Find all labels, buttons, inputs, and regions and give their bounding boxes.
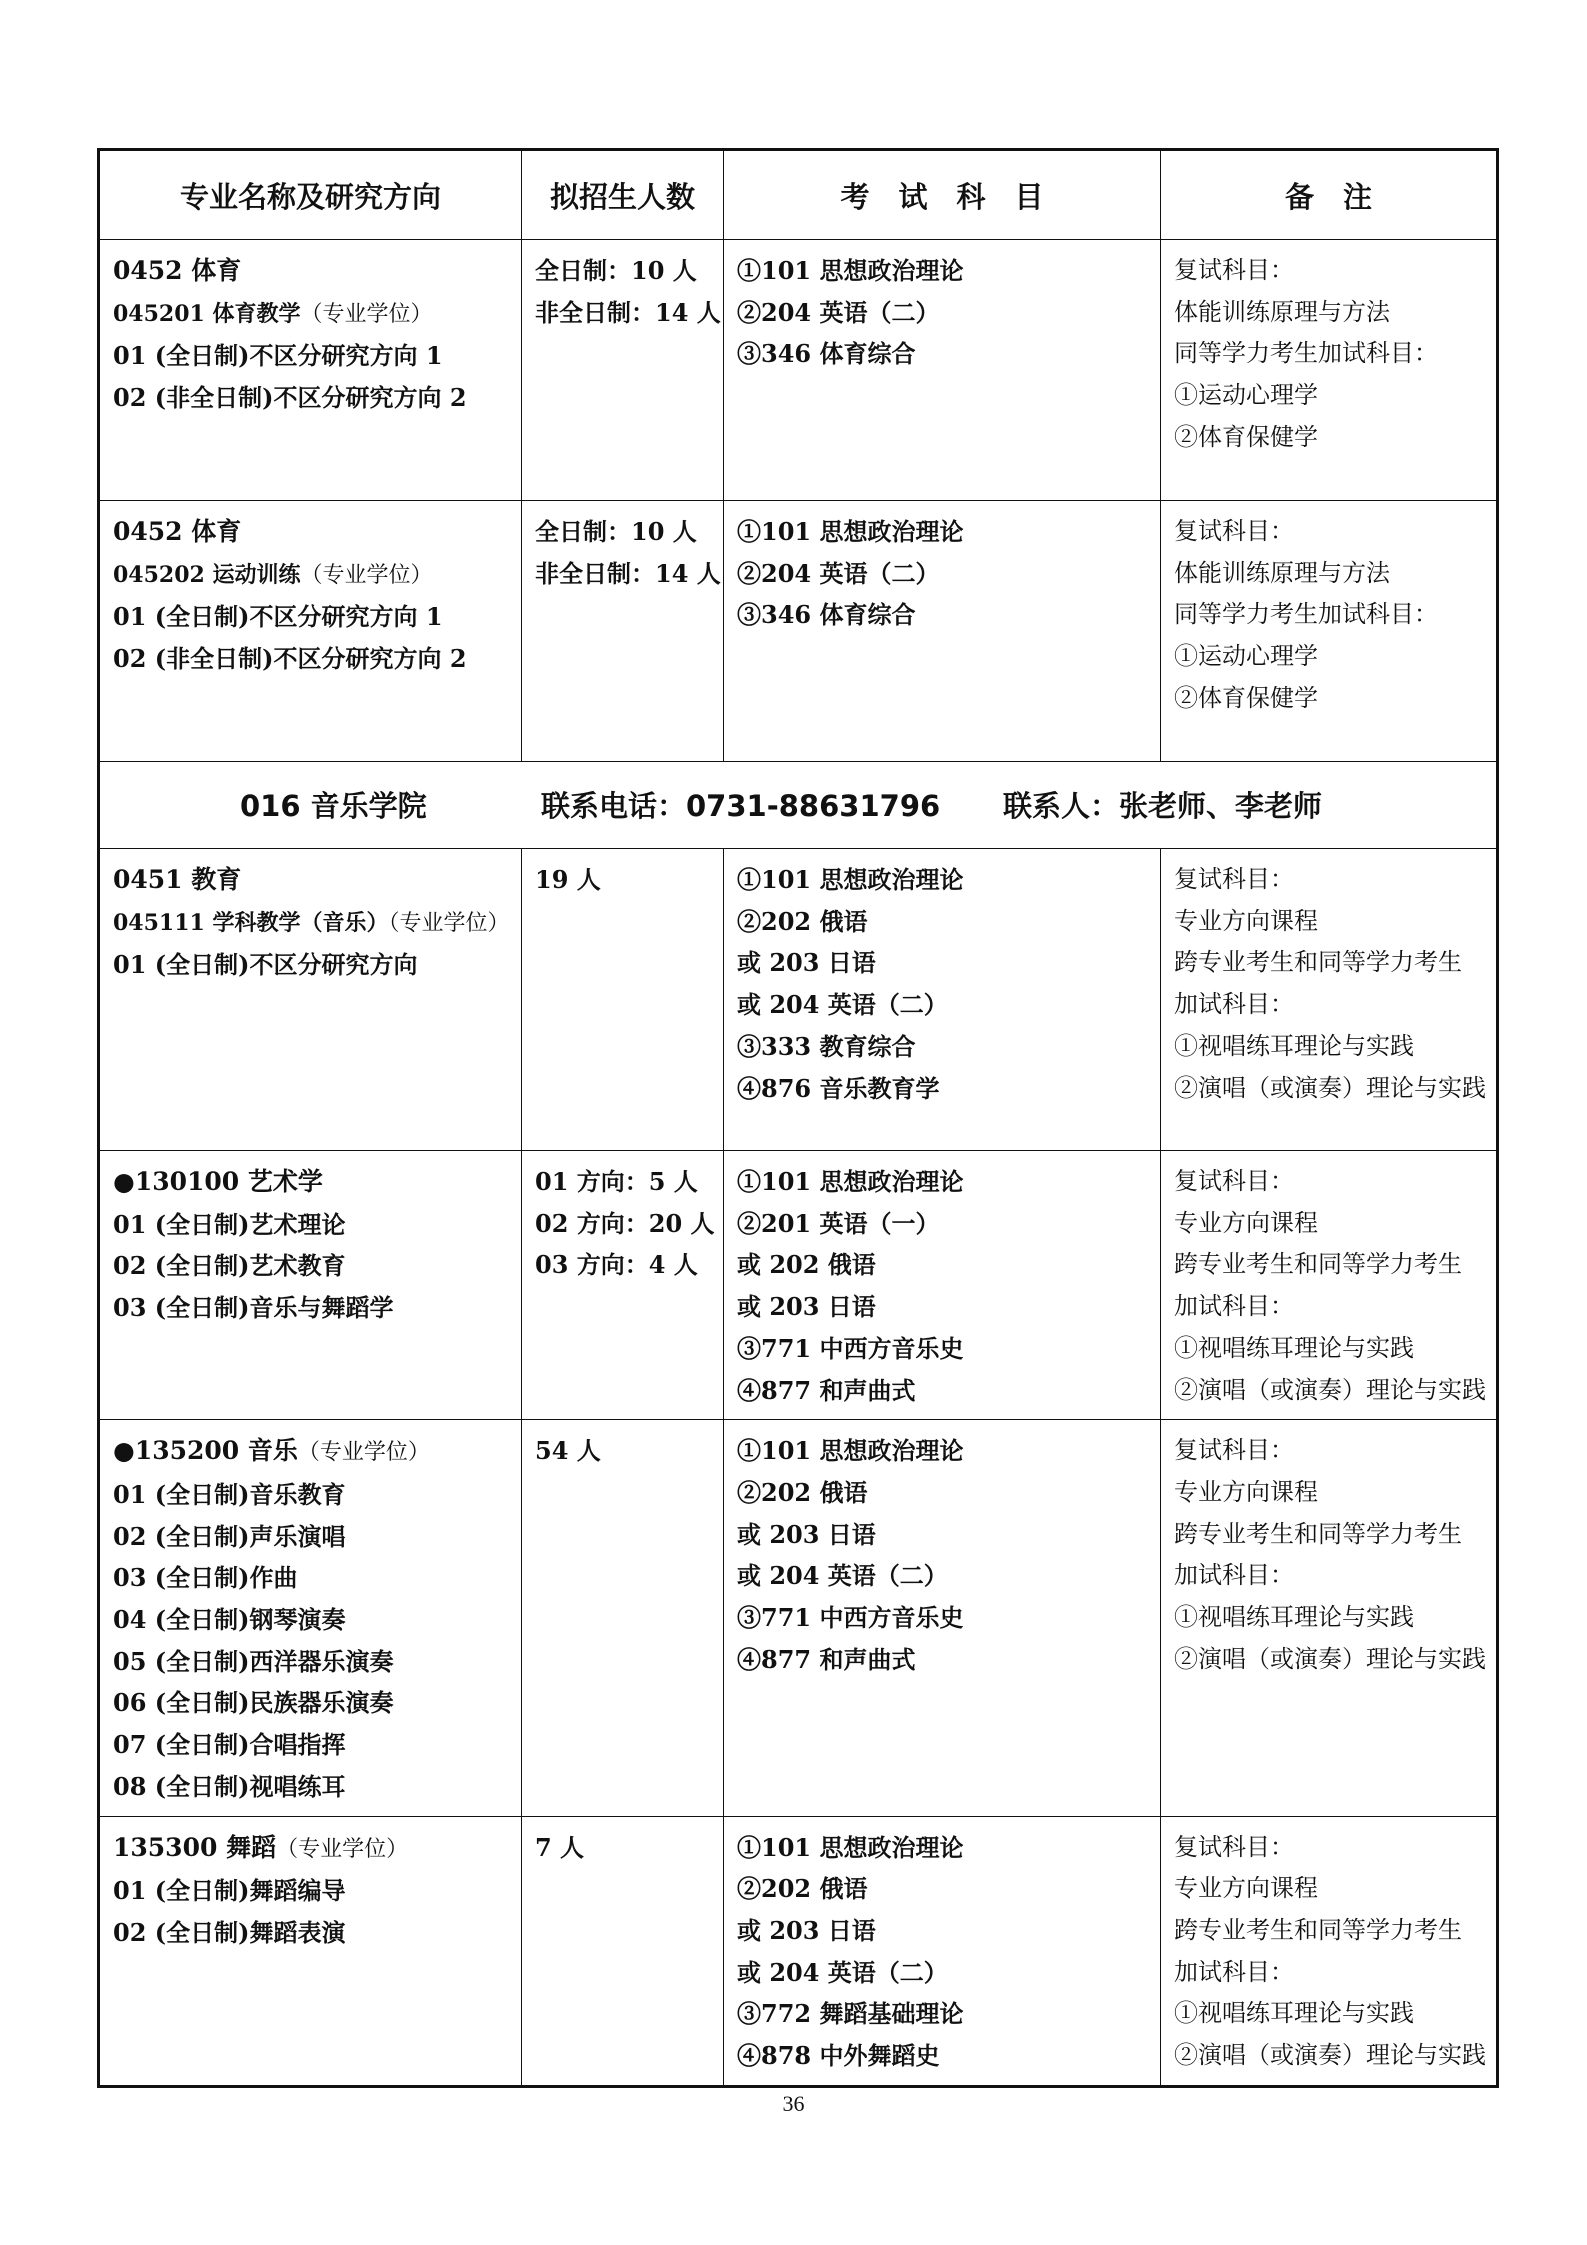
pe-section (99, 240, 1498, 762)
exam-subject: ③346 体育综合 (737, 339, 916, 369)
note-item: ①视唱练耳理论与实践 (1174, 1031, 1414, 1060)
header-row (99, 150, 1498, 240)
quota-cell (522, 1151, 724, 1420)
exam-subject: ②202 俄语 (737, 1874, 868, 1904)
exam-subject: 或 203 日语 (737, 1292, 876, 1322)
header-major: 专业名称及研究方向 (99, 150, 522, 240)
quota-item: 01 方向：5 人 (535, 1167, 698, 1196)
header-notes: 备 注 (1161, 150, 1498, 240)
note-item: 加试科目： (1174, 1292, 1294, 1321)
quota-item: 7 人 (535, 1832, 585, 1862)
exam-subject: 或 204 英语（二） (737, 1561, 948, 1591)
note-item: 复试科目： (1174, 865, 1294, 893)
exam-subject: 或 203 日语 (737, 948, 876, 978)
major-cell (99, 1151, 522, 1420)
note-item: 复试科目： (1174, 1436, 1294, 1465)
note-item: 体能训练原理与方法 (1174, 558, 1390, 587)
note-item: 专业方向课程 (1174, 1208, 1318, 1237)
research-direction: 08 (全日制)视唱练耳 (113, 1771, 346, 1801)
quota-cell (522, 1420, 724, 1816)
exam-subject: ④877 和声曲式 (737, 1375, 916, 1405)
quota-cell (522, 1816, 724, 2086)
page-number: 36 (782, 2091, 805, 2116)
note-item: ②演唱（或演奏）理论与实践 (1174, 1073, 1486, 1102)
major-cell (99, 501, 522, 762)
department-contact: 联系人：张老师、李老师 (1003, 789, 1323, 823)
note-item: 跨专业考生和同等学力考生 (1174, 1915, 1462, 1944)
program-row (99, 849, 1498, 1151)
program-row (99, 1151, 1498, 1420)
note-item: 跨专业考生和同等学力考生 (1174, 1519, 1462, 1548)
admissions-table (97, 148, 1499, 2088)
notes-cell (1161, 501, 1498, 762)
notes-cell (1161, 849, 1498, 1151)
research-direction: 05 (全日制)西洋器乐演奏 (113, 1646, 394, 1676)
exam-subject: ①101 思想政治理论 (737, 256, 964, 285)
exam-subject: 或 203 日语 (737, 1915, 876, 1945)
exam-subject: ①101 思想政治理论 (737, 865, 964, 894)
research-direction: 01 (全日制)不区分研究方向 1 (113, 341, 443, 371)
research-direction: 01 (全日制)不区分研究方向 (113, 950, 418, 980)
note-item: 同等学力考生加试科目： (1174, 339, 1438, 368)
exam-subject: ③346 体育综合 (737, 600, 916, 630)
note-item: 复试科目： (1174, 1167, 1294, 1195)
program-row (99, 240, 1498, 501)
note-item: 专业方向课程 (1174, 1874, 1318, 1903)
subjects-cell (724, 1420, 1161, 1816)
research-direction: 07 (全日制)合唱指挥 (113, 1730, 346, 1760)
research-direction: 04 (全日制)钢琴演奏 (113, 1605, 346, 1635)
exam-subject: 或 204 英语（二） (737, 990, 948, 1020)
quota-item: 非全日制：14 人 (535, 558, 721, 588)
department-row (99, 762, 1498, 849)
major-code: 0452 体育 (113, 256, 242, 285)
quota-item: 02 方向：20 人 (535, 1208, 715, 1238)
program-row (99, 1420, 1498, 1816)
quota-cell (522, 849, 724, 1151)
note-item: 复试科目： (1174, 256, 1294, 284)
exam-subject: ①101 思想政治理论 (737, 1832, 964, 1862)
exam-subject: ③772 舞蹈基础理论 (737, 1999, 964, 2029)
exam-subject: ②201 英语（一） (737, 1208, 940, 1238)
exam-subject: ③333 教育综合 (737, 1031, 916, 1061)
research-direction: 01 (全日制)艺术理论 (113, 1209, 346, 1239)
exam-subject: ③771 中西方音乐史 (737, 1333, 964, 1363)
major-cell (99, 849, 522, 1151)
research-direction: 02 (全日制)声乐演唱 (113, 1521, 346, 1551)
major-cell (99, 1816, 522, 2086)
subjects-cell (724, 1816, 1161, 2086)
notes-cell (1161, 1151, 1498, 1420)
subjects-cell (724, 849, 1161, 1151)
major-title (113, 250, 509, 293)
research-direction: 02 (非全日制)不区分研究方向 2 (113, 383, 467, 413)
exam-subject: 或 203 日语 (737, 1519, 876, 1549)
exam-subject: ②202 俄语 (737, 1477, 868, 1507)
sub-major (113, 554, 509, 597)
major-code: 0452 体育 (113, 517, 242, 546)
research-direction: 02 (全日制)艺术教育 (113, 1251, 346, 1281)
note-item: ②体育保健学 (1174, 683, 1318, 712)
degree-tag: （专业学位） (300, 301, 433, 327)
sub-major (113, 902, 509, 945)
note-item: ①视唱练耳理论与实践 (1174, 1333, 1414, 1362)
sub-major-code: 045111 学科教学（音乐） (113, 909, 389, 936)
degree-tag: （专业学位） (276, 1836, 409, 1862)
quota-item: 19 人 (535, 865, 601, 894)
note-item: 加试科目： (1174, 1957, 1294, 1986)
notes-cell (1161, 1420, 1498, 1816)
note-item: ②演唱（或演奏）理论与实践 (1174, 1375, 1486, 1404)
quota-item: 非全日制：14 人 (535, 297, 721, 327)
major-cell (99, 240, 522, 501)
department-phone: 联系电话：0731-88631796 (541, 789, 941, 823)
major-title (113, 1161, 509, 1204)
note-item: ①视唱练耳理论与实践 (1174, 1603, 1414, 1632)
sub-major-code: 045201 体育教学 (113, 300, 301, 327)
header-quota: 拟招生人数 (522, 150, 724, 240)
research-direction: 01 (全日制)不区分研究方向 1 (113, 602, 443, 632)
exam-subject: ②204 英语（二） (737, 558, 940, 588)
research-direction: 01 (全日制)音乐教育 (113, 1479, 346, 1509)
exam-subject: ①101 思想政治理论 (737, 517, 964, 546)
research-direction: 01 (全日制)舞蹈编导 (113, 1876, 346, 1906)
exam-subject: ④876 音乐教育学 (737, 1073, 940, 1103)
sub-major (113, 293, 509, 336)
major-code: 0451 教育 (113, 865, 242, 894)
research-direction: 06 (全日制)民族器乐演奏 (113, 1688, 394, 1718)
research-direction: 02 (全日制)舞蹈表演 (113, 1917, 346, 1947)
major-cell (99, 1420, 522, 1816)
major-code: ●130100 艺术学 (113, 1167, 323, 1196)
research-direction: 03 (全日制)作曲 (113, 1563, 298, 1593)
notes-cell (1161, 1816, 1498, 2086)
major-code: ●135200 音乐 (113, 1436, 298, 1466)
major-title (113, 859, 509, 902)
major-title (113, 511, 509, 554)
music-section (99, 849, 1498, 2087)
sub-major-code: 045202 运动训练 (113, 561, 301, 588)
exam-subject: ①101 思想政治理论 (737, 1436, 964, 1466)
quota-item: 03 方向：4 人 (535, 1250, 698, 1280)
major-title (113, 1430, 509, 1474)
note-item: ②演唱（或演奏）理论与实践 (1174, 2041, 1486, 2070)
quota-cell (522, 501, 724, 762)
exam-subject: ④878 中外舞蹈史 (737, 2041, 940, 2071)
quota-item: 全日制：10 人 (535, 517, 697, 546)
degree-tag: （专业学位） (388, 910, 510, 936)
program-row (99, 1816, 1498, 2086)
quota-item: 54 人 (535, 1436, 601, 1466)
note-item: 同等学力考生加试科目： (1174, 600, 1438, 629)
major-code: 135300 舞蹈 (113, 1832, 277, 1862)
major-title (113, 1827, 509, 1871)
note-item: ②体育保健学 (1174, 422, 1318, 451)
note-item: 复试科目： (1174, 1832, 1294, 1861)
note-item: 跨专业考生和同等学力考生 (1174, 948, 1462, 977)
exam-subject: ②204 英语（二） (737, 297, 940, 327)
exam-subject: 或 204 英语（二） (737, 1957, 948, 1987)
note-item: ②演唱（或演奏）理论与实践 (1174, 1644, 1486, 1673)
exam-subject: 或 202 俄语 (737, 1250, 876, 1280)
subjects-cell (724, 1151, 1161, 1420)
note-item: 专业方向课程 (1174, 1477, 1318, 1506)
subjects-cell (724, 240, 1161, 501)
degree-tag: （专业学位） (300, 562, 433, 588)
department-name: 016 音乐学院 (240, 789, 427, 823)
research-direction: 03 (全日制)音乐与舞蹈学 (113, 1293, 394, 1323)
exam-subject: ③771 中西方音乐史 (737, 1603, 964, 1633)
exam-subject: ④877 和声曲式 (737, 1644, 916, 1674)
quota-cell (522, 240, 724, 501)
department-section (99, 762, 1498, 849)
header-subjects: 考 试 科 目 (724, 150, 1161, 240)
program-row (99, 501, 1498, 762)
notes-cell (1161, 240, 1498, 501)
department-cell (99, 762, 1498, 849)
note-item: ①运动心理学 (1174, 642, 1318, 671)
note-item: ①运动心理学 (1174, 381, 1318, 410)
research-direction: 02 (非全日制)不区分研究方向 2 (113, 644, 467, 674)
note-item: 体能训练原理与方法 (1174, 297, 1390, 326)
subjects-cell (724, 501, 1161, 762)
note-item: 加试科目： (1174, 1561, 1294, 1590)
note-item: 跨专业考生和同等学力考生 (1174, 1250, 1462, 1279)
note-item: ①视唱练耳理论与实践 (1174, 1999, 1414, 2028)
note-item: 复试科目： (1174, 517, 1294, 545)
exam-subject: ①101 思想政治理论 (737, 1167, 964, 1196)
note-item: 专业方向课程 (1174, 906, 1318, 935)
quota-item: 全日制：10 人 (535, 256, 697, 285)
note-item: 加试科目： (1174, 990, 1294, 1019)
degree-tag: （专业学位） (297, 1440, 430, 1466)
exam-subject: ②202 俄语 (737, 906, 868, 936)
